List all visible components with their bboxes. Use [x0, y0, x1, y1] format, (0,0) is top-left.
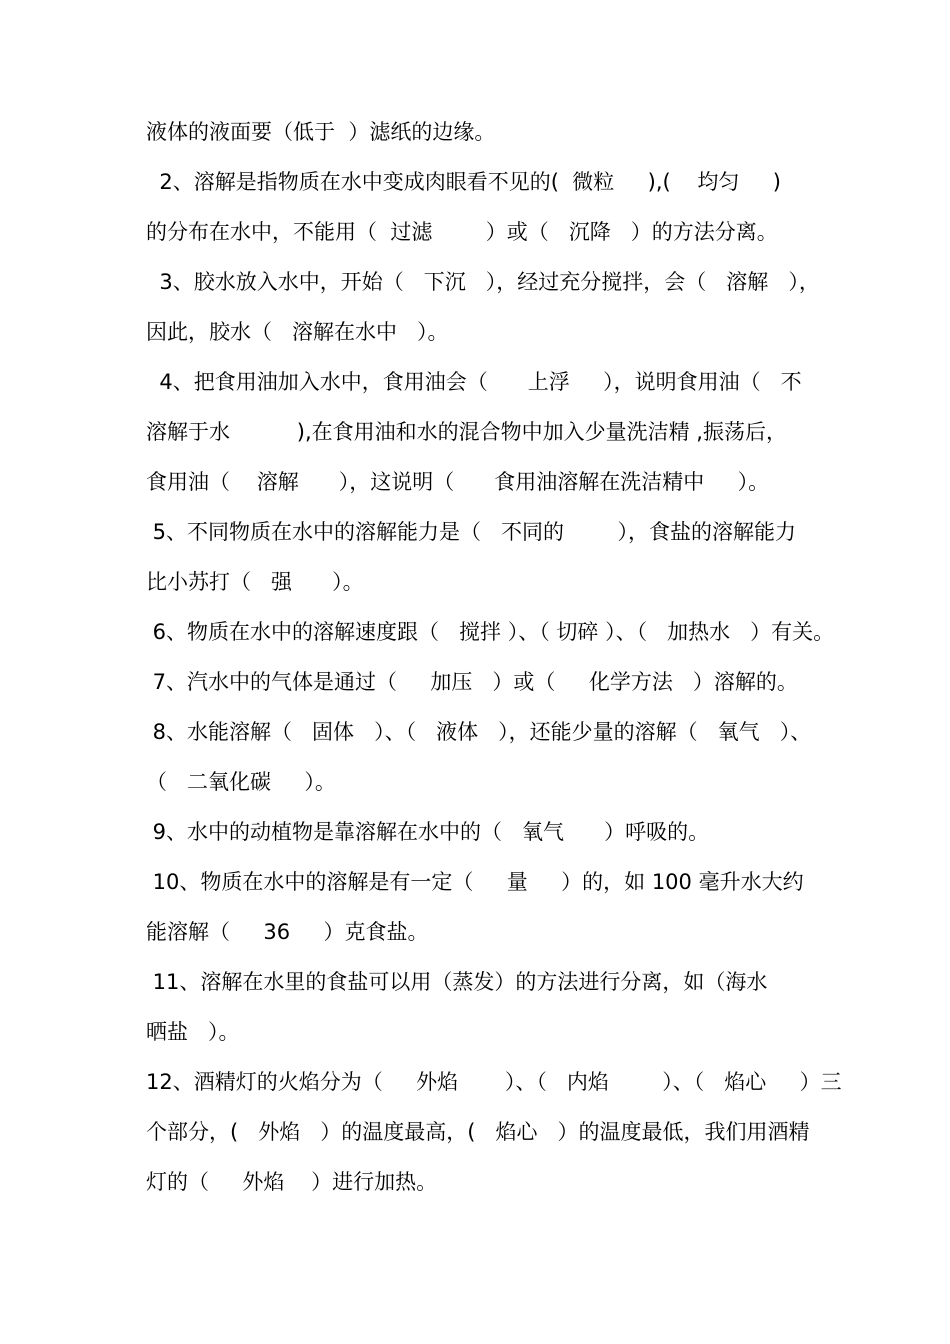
- text-line: 4、把食用油加入水中，食用油会（ 上浮 ），说明食用油（ 不: [146, 370, 802, 394]
- text-line: 的分布在水中，不能用（ 过滤 ）或（ 沉降 ）的方法分离。: [146, 220, 778, 244]
- text-line: 灯的（ 外焰 ）进行加热。: [146, 1170, 438, 1194]
- text-line: 因此，胶水（ 溶解在水中 ）。: [146, 320, 449, 344]
- text-line: 3、胶水放入水中，开始（ 下沉 ），经过充分搅拌，会（ 溶解 ），: [146, 270, 820, 294]
- text-line: 比小苏打（ 强 ）。: [146, 570, 364, 594]
- text-line: 8、水能溶解（ 固体 ）、（ 液体 ），还能少量的溶解（ 氧气 ）、: [146, 720, 812, 744]
- text-line: 9、水中的动植物是靠溶解在水中的（ 氧气 ）呼吸的。: [146, 820, 710, 844]
- text-line: 12、酒精灯的火焰分为（ 外焰 ）、（ 内焰 ）、（ 焰心 ）三: [146, 1070, 842, 1094]
- text-line: 液体的液面要（低于 ）滤纸的边缘。: [146, 120, 496, 144]
- text-line: 2、溶解是指物质在水中变成肉眼看不见的( 微粒 ),( 均匀 ): [146, 170, 781, 194]
- text-line: 溶解于水 ),在食用油和水的混合物中加入少量洗洁精 ,振荡后，: [146, 420, 787, 444]
- text-line: 个部分，( 外焰 ）的温度最高，( 焰心 ）的温度最低，我们用酒精: [146, 1120, 810, 1144]
- text-line: 能溶解（ 36 ）克食盐。: [146, 920, 429, 944]
- text-line: 5、不同物质在水中的溶解能力是（ 不同的 ），食盐的溶解能力: [146, 520, 796, 544]
- text-line: 6、物质在水中的溶解速度跟（ 搅拌 ）、（ 切碎 ）、（ 加热水 ）有关。: [146, 620, 835, 644]
- text-line: 11、溶解在水里的食盐可以用（蒸发）的方法进行分离，如（海水: [146, 970, 768, 994]
- text-line: 晒盐 ）。: [146, 1020, 240, 1044]
- text-line: 食用油（ 溶解 ），这说明（ 食用油溶解在洗洁精中 ）。: [146, 470, 770, 494]
- text-line: （ 二氧化碳 ）。: [146, 770, 336, 794]
- text-line: 7、汽水中的气体是通过（ 加压 ）或（ 化学方法 ）溶解的。: [146, 670, 798, 694]
- text-line: 10、物质在水中的溶解是有一定（ 量 ）的，如 100 毫升水大约: [146, 870, 804, 894]
